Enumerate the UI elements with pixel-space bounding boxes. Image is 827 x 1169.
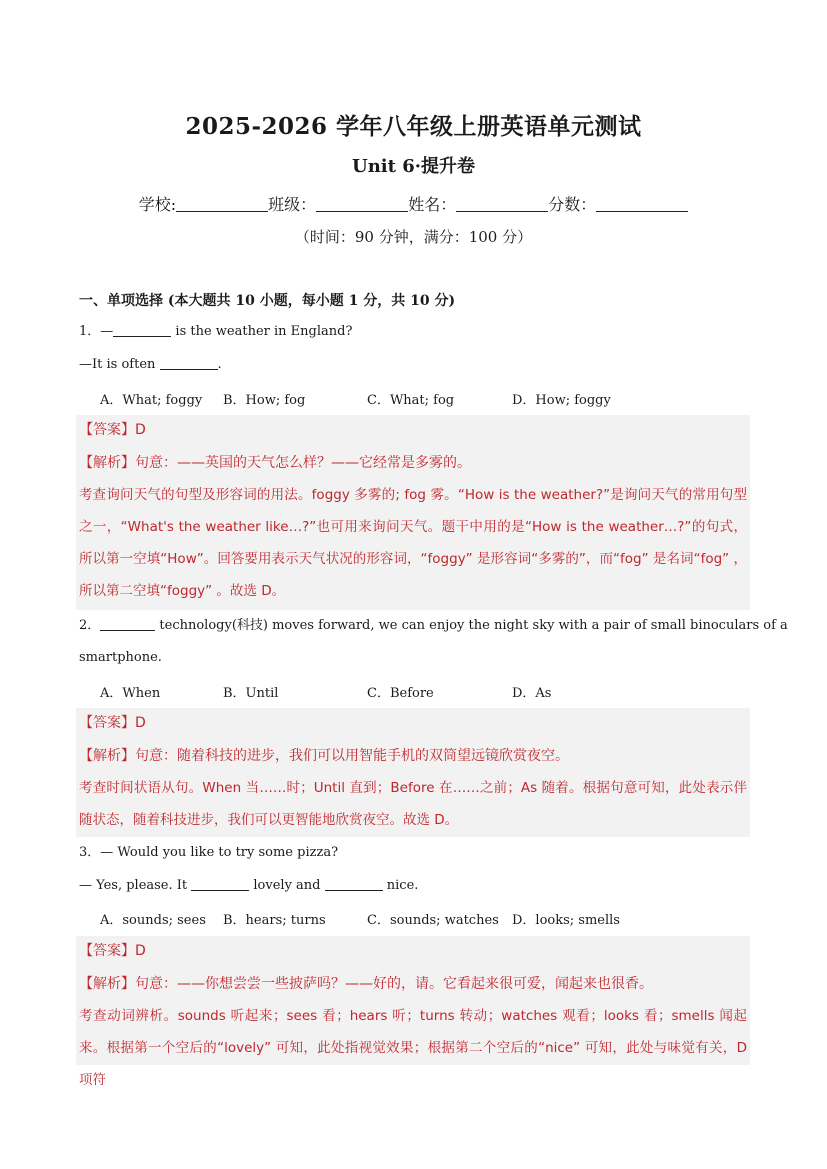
q1-answer: 【答案】D <box>79 422 146 438</box>
q3-line2 <box>79 876 418 896</box>
q2-explanation: 考查时间状语从句。When 当……时；Until 直到；Before 在……之前；As 随着。根据句意可知，此处表示伴随状态，随着科技进步，我们可以更智能地欣赏夜空。故选 D。 <box>79 780 747 828</box>
q1-blank-2[interactable] <box>160 357 218 370</box>
q1-reply: —It is often <box>79 357 160 372</box>
q1-line2 <box>79 355 222 375</box>
q2-line1 <box>79 616 788 636</box>
class-blank[interactable] <box>316 196 408 212</box>
q2-option-c[interactable]: C．Before <box>367 686 434 701</box>
q1-option-b[interactable]: B．How; fog <box>223 393 306 408</box>
exam-subtitle: Unit 6·提升卷 <box>352 156 475 177</box>
exam-title: 2025-2026 学年八年级上册英语单元测试 <box>185 113 642 140</box>
score-label: 分数： <box>548 195 597 214</box>
class-label: 班级： <box>268 195 317 214</box>
section-heading: 一、单项选择 (本大题共 10 小题，每小题 1 分，共 10 分) <box>79 293 456 309</box>
q2-blank[interactable] <box>100 618 155 631</box>
q3-blank-2[interactable] <box>325 878 383 891</box>
q2-line2: smartphone. <box>79 650 162 665</box>
q2-option-d[interactable]: D．As <box>512 686 552 701</box>
q1-option-a[interactable]: A．What; foggy <box>100 393 203 408</box>
school-label: 学校: <box>138 195 177 214</box>
name-blank[interactable] <box>456 196 548 212</box>
q2-option-b[interactable]: B．Until <box>223 686 279 701</box>
student-info-row <box>0 192 827 215</box>
q3-answer-box <box>76 936 750 1088</box>
q1-option-d[interactable]: D．How; foggy <box>512 393 611 408</box>
q1-line1 <box>79 322 352 342</box>
q3-end: nice. <box>382 878 419 893</box>
q1-prefix: 1．— <box>79 324 114 339</box>
q3-mid: lovely and <box>249 878 325 893</box>
q3-option-a[interactable]: A．sounds; sees <box>100 913 206 928</box>
q3-line1: 3．— Would you like to try some pizza? <box>79 845 339 860</box>
q1-option-c[interactable]: C．What; fog <box>367 393 455 408</box>
q1-text: is the weather in England? <box>171 324 353 339</box>
q3-answer: 【答案】D <box>79 943 146 959</box>
q3-option-c[interactable]: C．sounds; watches <box>367 913 499 928</box>
school-blank[interactable] <box>176 196 268 212</box>
q2-answer: 【答案】D <box>79 715 146 731</box>
q2-option-a[interactable]: A．When <box>100 686 161 701</box>
q1-blank-1[interactable] <box>113 324 171 337</box>
q3-reply: — Yes, please. It <box>79 878 192 893</box>
q1-explanation: 考查询问天气的句型及形容词的用法。foggy 多雾的; fog 雾。“How is the weather?”是询问天气的常用句型之一，“What's the weather like…?”也可用来询问天气。题干中用的是“How is the weather…?”的句式，所以第一空填“How”。回答要用表示天气状况的形容词，“foggy” 是形容词“多雾的”，而“fog” 是名词“fog” ，所以第二空填“foggy” 。故选 D。 <box>79 487 747 599</box>
q2-answer-box <box>76 708 750 837</box>
q1-end: . <box>217 357 222 372</box>
q3-blank-1[interactable] <box>191 878 249 891</box>
q3-option-d[interactable]: D．looks; smells <box>512 913 620 928</box>
q3-explanation: 考查动词辨析。sounds 听起来；sees 看；hears 听；turns 转动；watches 观看；looks 看；smells 闻起来。根据第一个空后的“lovely” 可知，此处指视觉效果；根据第二个空后的“nice” 可知，此处与味觉有关，D 项符 <box>79 1008 747 1088</box>
q3-analysis: 【解析】句意：——你想尝尝一些披萨吗？——好的，请。它看起来很可爱，闻起来也很香。 <box>79 976 653 992</box>
q3-option-b[interactable]: B．hears; turns <box>223 913 326 928</box>
q2-analysis: 【解析】句意：随着科技的进步，我们可以用智能手机的双筒望远镜欣赏夜空。 <box>79 748 569 764</box>
score-blank[interactable] <box>596 196 688 212</box>
q1-analysis: 【解析】句意：——英国的天气怎么样？——它经常是多雾的。 <box>79 455 471 471</box>
q2-text: technology(科技) moves forward, we can enjoy the night sky with a pair of small binoculars of a <box>155 618 788 633</box>
name-label: 姓名： <box>408 195 457 214</box>
q2-prefix: 2． <box>79 618 101 633</box>
q1-answer-box <box>76 415 750 610</box>
time-note: （时间：90 分钟，满分：100 分） <box>294 228 533 246</box>
